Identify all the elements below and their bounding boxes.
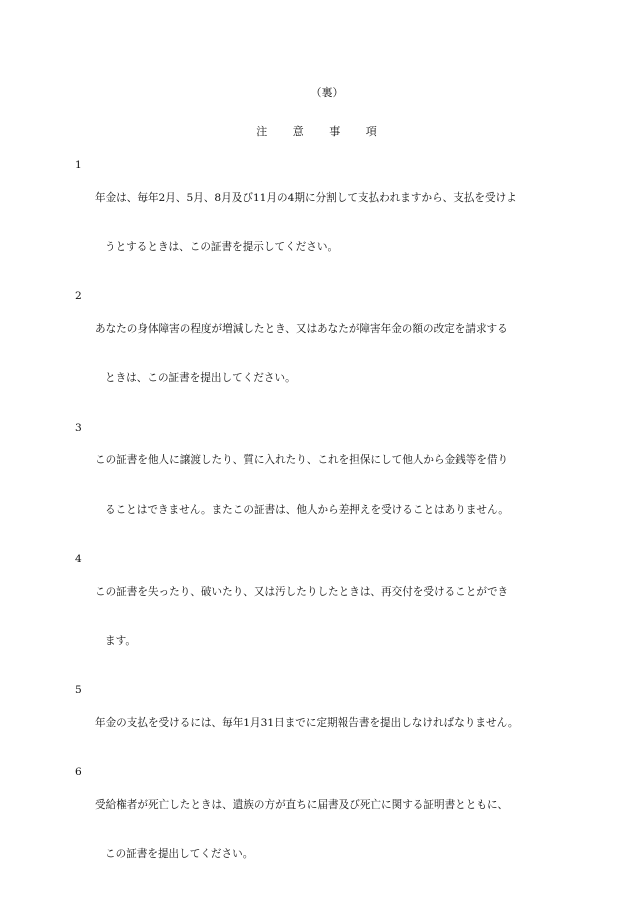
notice-item-number: 2: [75, 290, 82, 303]
notice-item: [75, 682, 560, 764]
page-title: [0, 123, 630, 139]
notice-line: あなたの身体障害の程度が増減したとき、又はあなたが障害年金の額の改定を請求する: [95, 323, 508, 336]
notice-item-number: 4: [75, 552, 82, 565]
notice-item-number: 3: [75, 421, 82, 434]
notice-item: [75, 157, 560, 288]
notice-item-text: [95, 157, 560, 288]
notice-item-text: [95, 764, 560, 895]
notice-line: ることはできません。またこの証書は、他人から差押えを受けることはありません。: [105, 503, 509, 516]
notice-item-text: [95, 288, 560, 419]
title-char: 意: [292, 125, 305, 138]
title-char: 項: [365, 125, 378, 138]
notice-line: 年金の支払を受けるには、毎年1月31日までに定期報告書を提出しなければなりません。: [95, 716, 519, 729]
notice-line: この証書を失ったり、破いたり、又は汚したりしたときは、再交付を受けることができ: [95, 585, 509, 598]
title-char: 事: [329, 125, 342, 138]
notice-list: [75, 157, 560, 895]
notice-line: ます。: [105, 634, 136, 647]
notice-item-number: 5: [75, 684, 82, 696]
notice-line: うとするときは、この証書を提示してください。: [105, 241, 339, 254]
notice-line: ときは、この証書を提出してください。: [105, 372, 296, 385]
notice-line: この証書を提出してください。: [105, 848, 254, 861]
notice-line: 受給権者が死亡したときは、遺族の方が直ちに届書及び死亡に関する証明書とともに、: [95, 798, 509, 811]
notice-item-text: [95, 682, 560, 764]
notice-line: 年金は、毎年2月、5月、8月及び11月の4期に分割して支払われますから、支払を受けよ: [95, 191, 517, 204]
notice-item: [75, 551, 560, 682]
notice-item-number: 1: [75, 159, 82, 171]
notice-item-text: [95, 420, 560, 551]
notice-item-number: 6: [75, 766, 82, 779]
notice-line: この証書を他人に譲渡したり、質に入れたり、これを担保にして他人から金銭等を借り: [95, 454, 509, 467]
notice-item: [75, 764, 560, 895]
notice-item: [75, 420, 560, 551]
title-char: 注: [256, 125, 269, 138]
notice-item-text: [95, 551, 560, 682]
reverse-side-label: （裏）: [310, 86, 344, 99]
notice-item: [75, 288, 560, 419]
